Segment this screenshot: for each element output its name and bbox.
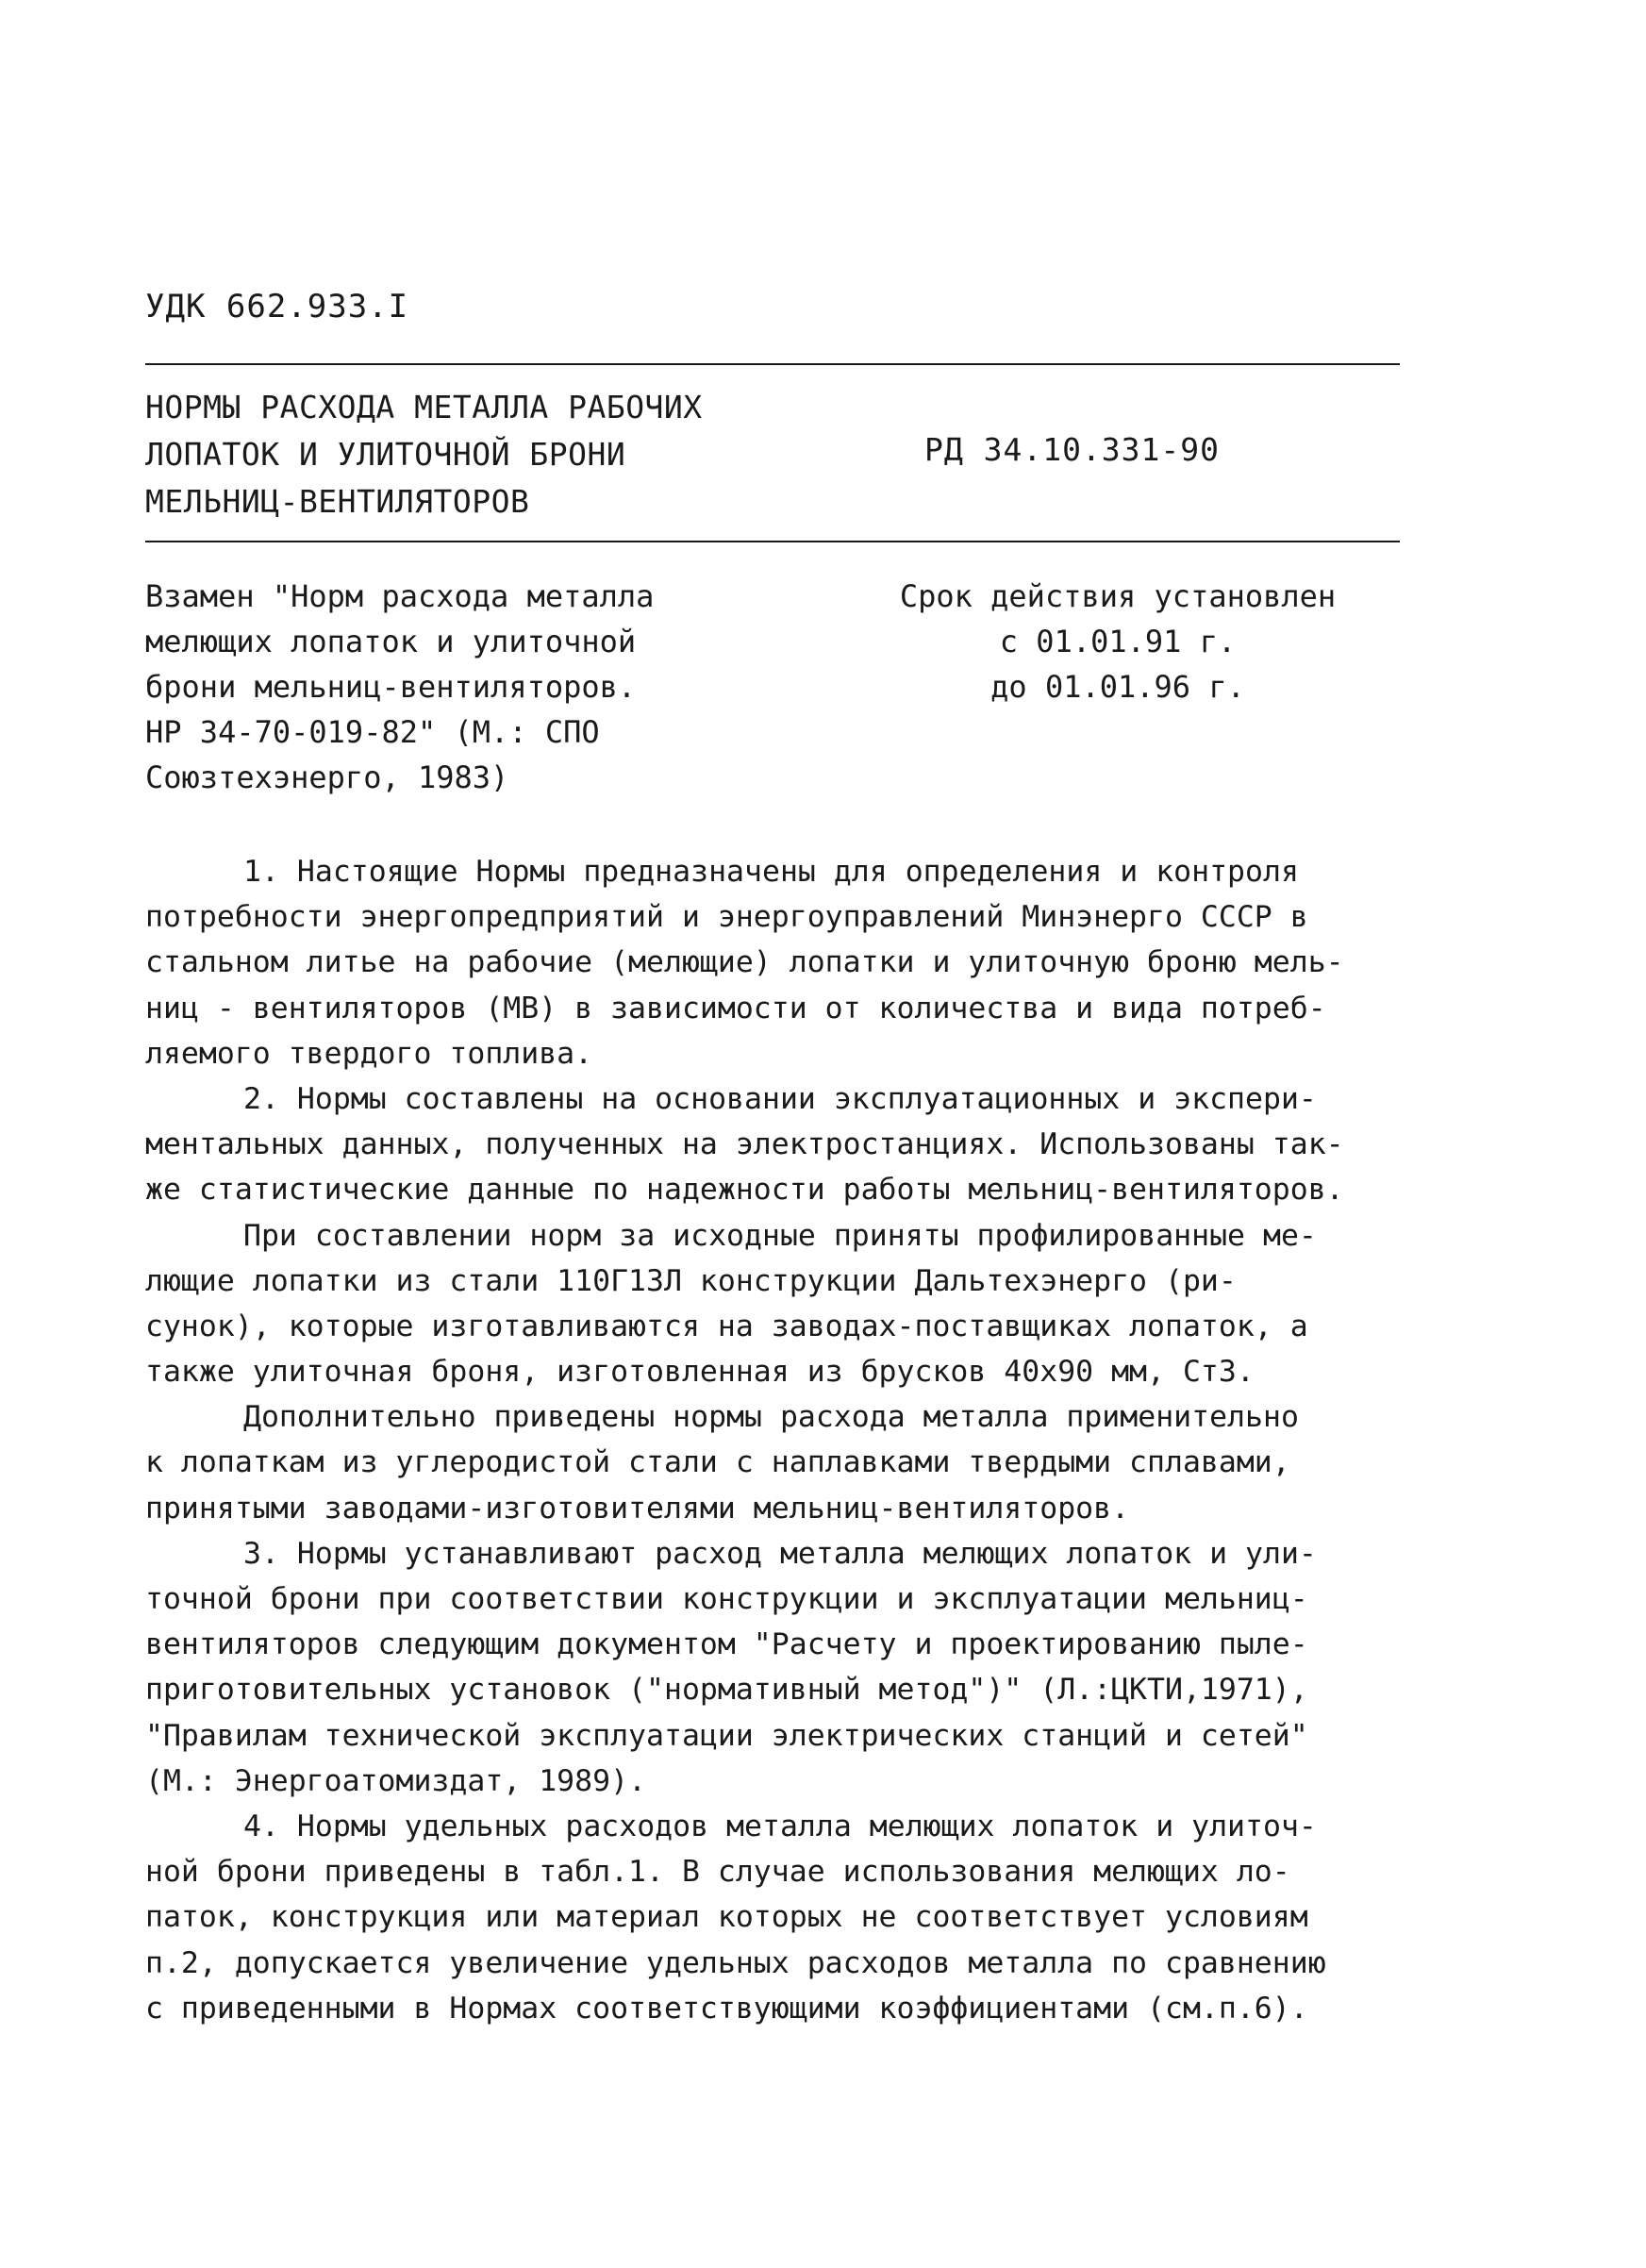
paragraph-1-line: 1. Настоящие Нормы предназначены для определения и контроля xyxy=(243,855,1299,889)
paragraph-4-line: с приведенными в Нормах соответствующими коэффициентами (см.п.6). xyxy=(145,1991,1308,2026)
paragraph-3-line: (М.: Энергоатомиздат, 1989). xyxy=(145,1763,647,1798)
document-code: РД 34.10.331-90 xyxy=(924,431,1221,468)
paragraph-4-line: п.2, допускается увеличение удельных расходов металла по сравнению xyxy=(145,1945,1326,1980)
replaces-note xyxy=(145,574,654,800)
title-line: НОРМЫ РАСХОДА МЕТАЛЛА РАБОЧИХ xyxy=(145,389,703,425)
replaces-line: Союзтехэнерго, 1983) xyxy=(145,759,509,795)
paragraph-2b-line: При составлении норм за исходные приняты профилированные ме- xyxy=(243,1218,1317,1253)
paragraph-4-line: паток, конструкция или материал которых не соответствует условиям xyxy=(145,1900,1308,1935)
validity-line: Срок действия установлен xyxy=(899,578,1337,614)
paragraph-1-line: стальном литье на рабочие (мелющие) лопатки и улиточную броню мель- xyxy=(145,945,1344,980)
paragraph-2c-line: принятыми заводами-изготовителями мельниц-вентиляторов. xyxy=(145,1491,1130,1526)
paragraph-4-line: ной брони приведены в табл.1. В случае использования мелющих ло- xyxy=(145,1855,1290,1890)
replaces-line: мелющих лопаток и улиточной xyxy=(145,624,637,659)
replaces-line: Взамен "Норм расхода металла xyxy=(145,578,655,614)
paragraph-3-line: приготовительных установок ("нормативный метод")" (Л.:ЦКТИ,1971), xyxy=(145,1673,1308,1708)
paragraph-3-line: 3. Нормы устанавливают расход металла мелющих лопаток и ули- xyxy=(243,1536,1317,1571)
paragraph-2b-line: лющие лопатки из стали 110Г13Л конструкции Дальтехэнерго (ри- xyxy=(145,1263,1237,1298)
paragraph-2c-line: к лопаткам из углеродистой стали с наплавками твердыми сплавами, xyxy=(145,1445,1290,1480)
header-top-rule xyxy=(145,363,1400,365)
paragraph-2-line: же статистические данные по надежности работы мельниц-вентиляторов. xyxy=(145,1173,1344,1208)
paragraph-1-line: ниц - вентиляторов (МВ) в зависимости от количества и вида потреб- xyxy=(145,991,1326,1026)
paragraph-3-line: точной брони при соответствии конструкции и эксплуатации мельниц- xyxy=(145,1582,1308,1616)
validity-line: до 01.01.96 г. xyxy=(990,669,1245,705)
paragraph-2-line: ментальных данных, полученных на электростанциях. Использованы так- xyxy=(145,1127,1344,1162)
paragraph-2b-line: сунок), которые изготавливаются на заводах-поставщиках лопаток, а xyxy=(145,1309,1308,1343)
paragraph-2b-line: также улиточная броня, изготовленная из брусков 40х90 мм, Ст3. xyxy=(145,1355,1255,1390)
header-bottom-rule xyxy=(145,541,1400,542)
paragraph-1-line: потребности энергопредприятий и энергоуправлений Минэнерго СССР в xyxy=(145,900,1308,935)
body-text xyxy=(145,849,1428,2031)
title-line: МЕЛЬНИЦ-ВЕНТИЛЯТОРОВ xyxy=(145,483,530,520)
paragraph-2-line: 2. Нормы составлены на основании эксплуатационных и экспери- xyxy=(243,1081,1317,1116)
title-line: ЛОПАТОК И УЛИТОЧНОЙ БРОНИ xyxy=(145,436,626,473)
paragraph-2c-line: Дополнительно приведены нормы расхода металла применительно xyxy=(243,1400,1299,1435)
validity-line: с 01.01.91 г. xyxy=(999,624,1237,659)
paragraph-3-line: "Правилам технической эксплуатации электрических станций и сетей" xyxy=(145,1718,1308,1753)
udk-code: УДК 662.933.I xyxy=(145,288,409,325)
paragraph-4-line: 4. Нормы удельных расходов металла мелющих лопаток и улиточ- xyxy=(243,1809,1317,1843)
replaces-line: брони мельниц-вентиляторов. xyxy=(145,669,637,705)
replaces-line: НР 34-70-019-82" (М.: СПО xyxy=(145,714,600,750)
paragraph-3-line: вентиляторов следующим документом "Расчету и проектированию пыле- xyxy=(145,1627,1308,1662)
document-title xyxy=(145,384,703,525)
validity-period xyxy=(882,574,1354,709)
paragraph-1-line: ляемого твердого топлива. xyxy=(145,1036,593,1071)
